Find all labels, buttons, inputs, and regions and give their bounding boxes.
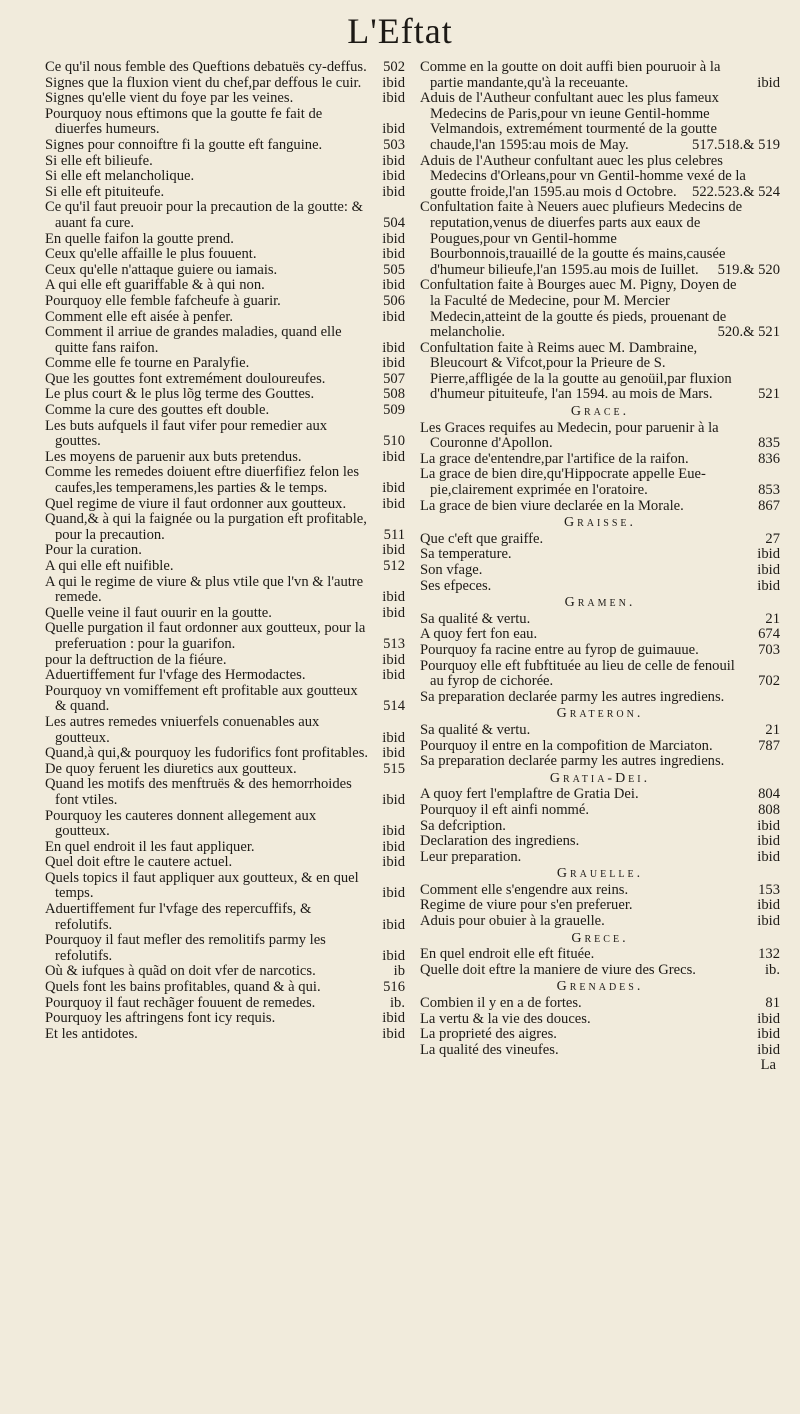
entry-text: La qualité des vineufes. bbox=[420, 1041, 559, 1058]
index-entry bbox=[420, 898, 780, 914]
entry-text: Pour la curation. bbox=[45, 542, 142, 559]
entry-text: Les buts aufquels il faut vifer pour remedier aux gouttes. bbox=[45, 417, 328, 450]
index-entry bbox=[45, 715, 405, 746]
entry-text: Comme les remedes doiuent eftre diuerfifiez felon les caufes,les temperamens,les parties & le temps. bbox=[45, 464, 360, 497]
index-entry bbox=[420, 723, 780, 739]
entry-page-ref: ibid bbox=[382, 495, 405, 512]
entry-text: La grace de'entendre,par l'artifice de la raifon. bbox=[420, 450, 689, 467]
entry-page-ref: 509 bbox=[383, 402, 405, 419]
index-entry bbox=[45, 138, 405, 154]
entry-page-ref: ibid bbox=[382, 230, 405, 247]
entry-page-ref: ibid bbox=[382, 916, 405, 933]
entry-text: La proprieté des aigres. bbox=[420, 1026, 557, 1043]
index-entry bbox=[45, 980, 405, 996]
index-entry bbox=[45, 902, 405, 933]
entry-text: Ce qu'il faut preuoir pour la precaution de la goutte: & auant fa cure. bbox=[45, 199, 363, 231]
entry-text: Pourquoy il faut mefler des remolitifs parmy les refolutifs. bbox=[45, 932, 326, 964]
section-heading: Gratia-Dei. bbox=[549, 770, 651, 786]
entry-page-ref: ibid bbox=[382, 480, 405, 497]
entry-page-ref: ibid bbox=[382, 823, 405, 840]
entry-page-ref: ibid bbox=[382, 1010, 405, 1027]
entry-page-ref: ibid bbox=[382, 339, 405, 356]
running-head: L'Eftat bbox=[347, 11, 453, 51]
entry-page-ref: 835 bbox=[758, 435, 780, 452]
entry-page-ref: 836 bbox=[758, 450, 780, 467]
entry-page-ref: ib bbox=[393, 963, 405, 980]
index-entry bbox=[420, 787, 780, 803]
index-entry bbox=[45, 169, 405, 185]
index-entry bbox=[420, 341, 780, 403]
entry-page-ref: 505 bbox=[383, 261, 405, 278]
section-heading: Grenades. bbox=[556, 979, 644, 995]
entry-text: Les Graces requifes au Medecin, pour paruenir à la Couronne d'Apollon. bbox=[420, 419, 719, 452]
index-entry bbox=[420, 914, 780, 930]
entry-text: Les autres remedes vniuerfels conuenables aux goutteux. bbox=[45, 713, 320, 746]
index-entry bbox=[45, 247, 405, 263]
entry-text: A qui le regime de viure & plus vtile que l'vn & l'autre remede. bbox=[45, 573, 364, 606]
entry-text: Aduis de l'Autheur confultant auec les plus celebres Medecins d'Orleans,pour vn Gentil-homme vexé de la goutte froide,l'an 1595.au mois d Octobre. bbox=[420, 152, 746, 200]
index-entry bbox=[45, 606, 405, 622]
entry-page-ref: 867 bbox=[758, 497, 780, 514]
entry-text: Pourquoy elle eft fubftituée au lieu de celle de fenouil au fyrop de cichorée. bbox=[420, 657, 735, 690]
entry-text: Leur preparation. bbox=[420, 848, 522, 865]
index-entry bbox=[45, 278, 405, 294]
entry-text: Quel regime de viure il faut ordonner aux goutteux. bbox=[45, 495, 347, 512]
entry-text: Les moyens de paruenir aux buts pretendus. bbox=[45, 448, 302, 465]
entry-page-ref: ibid bbox=[382, 604, 405, 621]
entry-text: Sa preparation declarée parmy les autres ingrediens. bbox=[420, 688, 725, 705]
index-entry bbox=[420, 1043, 780, 1059]
entry-page-ref: 702 bbox=[758, 673, 780, 690]
index-entry bbox=[45, 465, 405, 496]
entry-page-ref: ibid bbox=[382, 246, 405, 263]
entry-page-ref: ibid bbox=[382, 838, 405, 855]
entry-page-ref: 521 bbox=[758, 386, 780, 403]
entry-page-ref: ibid bbox=[382, 168, 405, 185]
entry-text: Son vfage. bbox=[420, 562, 483, 578]
entry-page-ref: 520.& 521 bbox=[717, 324, 780, 341]
entry-text: De quoy feruent les diuretics aux goutteux. bbox=[45, 760, 297, 777]
entry-text: Aduertiffement fur l'vfage des repercuffifs, & refolutifs. bbox=[45, 901, 312, 933]
entry-page-ref: 21 bbox=[765, 721, 780, 738]
entry-page-ref: 515 bbox=[383, 760, 405, 777]
index-entry bbox=[45, 76, 405, 92]
entry-page-ref: ib. bbox=[390, 994, 405, 1011]
entry-page-ref: 517.518.& 519 bbox=[692, 136, 780, 153]
index-entry bbox=[45, 512, 405, 543]
index-entry bbox=[420, 91, 780, 153]
section-heading: Grace. bbox=[570, 404, 630, 420]
entry-text: Quels topics il faut appliquer aux goutteux, & en quel temps. bbox=[45, 869, 359, 902]
index-entry bbox=[45, 325, 405, 356]
entry-text: Où & iufques à quãd on doit vfer de narcotics. bbox=[45, 963, 316, 980]
index-entry bbox=[45, 933, 405, 964]
entry-text: Sa temperature. bbox=[420, 546, 512, 563]
entry-text: En quel endroit il les faut appliquer. bbox=[45, 838, 255, 855]
entry-page-ref: ibid bbox=[382, 308, 405, 325]
index-entry bbox=[45, 575, 405, 606]
index-entry bbox=[45, 263, 405, 279]
index-entry bbox=[420, 60, 780, 91]
index-entry bbox=[45, 294, 405, 310]
entry-page-ref: 703 bbox=[758, 641, 780, 658]
entry-page-ref: ibid bbox=[382, 542, 405, 559]
section-heading: Graisse. bbox=[563, 515, 637, 531]
index-entry bbox=[45, 1011, 405, 1027]
entry-text: Quels font les bains profitables, quand & à qui. bbox=[45, 979, 321, 996]
index-entry bbox=[45, 653, 405, 669]
entry-page-ref: 674 bbox=[758, 626, 780, 643]
index-entry bbox=[45, 310, 405, 326]
entry-page-ref: ibid bbox=[382, 74, 405, 91]
entry-text: Quelle veine il faut ouurir en la goutte. bbox=[45, 604, 272, 621]
entry-page-ref: ibid bbox=[382, 121, 405, 138]
entry-page-ref: ibid bbox=[382, 854, 405, 871]
index-entry bbox=[420, 1027, 780, 1043]
entry-page-ref: ibid bbox=[757, 848, 780, 865]
entry-text: Regime de viure pour s'en preferuer. bbox=[420, 897, 633, 914]
entry-text: A qui elle eft guariffable & à qui non. bbox=[45, 277, 265, 294]
entry-page-ref: ibid bbox=[757, 546, 780, 563]
entry-text: Aduertiffement fur l'vfage des Hermodactes. bbox=[45, 667, 306, 684]
entry-text: Pourquoy il faut rechãger fouuent de remedes. bbox=[45, 994, 316, 1011]
index-entry bbox=[45, 91, 405, 107]
entry-text: Pourquoy fa racine entre au fyrop de guimauue. bbox=[420, 641, 699, 658]
entry-page-ref: ibid bbox=[382, 183, 405, 200]
entry-page-ref: 519.& 520 bbox=[717, 261, 780, 278]
entry-text: La vertu & la vie des douces. bbox=[420, 1010, 591, 1027]
entry-text: Pourquoy il eft ainfi nommé. bbox=[420, 801, 590, 818]
entry-text: Pourquoy vn vomiffement eft profitable aux goutteux & quand. bbox=[45, 682, 358, 715]
entry-page-ref: 506 bbox=[383, 292, 405, 309]
index-entry bbox=[420, 803, 780, 819]
index-entry bbox=[420, 278, 780, 340]
entry-text: pour la deftruction de la fiéure. bbox=[45, 651, 227, 668]
index-entry bbox=[420, 563, 780, 579]
section-heading: Gramen. bbox=[564, 595, 636, 611]
entry-text: Combien il y en a de fortes. bbox=[420, 995, 582, 1012]
entry-page-ref: ibid bbox=[382, 729, 405, 746]
entry-text: Sa preparation declarée parmy les autres ingrediens. bbox=[420, 753, 725, 770]
entry-text: Ses efpeces. bbox=[420, 577, 492, 594]
index-entry bbox=[45, 450, 405, 466]
index-entry bbox=[45, 107, 405, 138]
index-entry bbox=[420, 547, 780, 563]
entry-page-ref: 804 bbox=[758, 786, 780, 803]
entry-page-ref: ibid bbox=[382, 667, 405, 684]
entry-text: Declaration des ingrediens. bbox=[420, 833, 580, 850]
index-entry bbox=[420, 739, 780, 755]
index-entry bbox=[45, 1027, 405, 1043]
entry-page-ref: ibid bbox=[757, 74, 780, 91]
entry-text: Signes qu'elle vient du foye par les veines. bbox=[45, 90, 294, 107]
index-entry bbox=[420, 996, 780, 1012]
index-entry bbox=[45, 621, 405, 652]
entry-text: Si elle eft bilieufe. bbox=[45, 152, 153, 169]
entry-text: Confultation faite à Neuers auec plufieurs Medecins de reputation,venus de diuerfes parts aux eaux de Pougues,pour vn Gentil-homme Bourbonnois,trauaillé de la goutte és mains,causée d'humeur bilieufe,l'an 1595.au mois de Iuillet. bbox=[420, 199, 743, 278]
index-entry bbox=[420, 532, 780, 548]
entry-text: Pourquoy il entre en la compofition de Marciaton. bbox=[420, 737, 713, 754]
index-entry bbox=[45, 60, 405, 76]
index-entry bbox=[45, 684, 405, 715]
index-entry bbox=[45, 403, 405, 419]
entry-page-ref: 808 bbox=[758, 801, 780, 818]
entry-page-ref: ibid bbox=[757, 897, 780, 914]
entry-text: Comme en la goutte on doit auffi bien pouruoir à la partie mandante,qu'à la receuante. bbox=[420, 59, 721, 91]
entry-text: Comment elle s'engendre aux reins. bbox=[420, 881, 629, 898]
entry-text: Confultation faite à Bourges auec M. Pigny, Doyen de la Faculté de Medecine, pour M. Mercier Medecin,atteint de la goutte és pieds, prouenant de melancholie. bbox=[420, 277, 737, 341]
entry-page-ref: ibid bbox=[382, 90, 405, 107]
entry-page-ref: 507 bbox=[383, 370, 405, 387]
entry-page-ref: 504 bbox=[383, 214, 405, 231]
entry-page-ref: ibid bbox=[757, 562, 780, 578]
entry-page-ref: ib. bbox=[765, 961, 780, 978]
index-entry bbox=[45, 746, 405, 762]
index-entry bbox=[45, 964, 405, 980]
index-entry bbox=[45, 200, 405, 231]
index-entry bbox=[45, 809, 405, 840]
index-entry bbox=[45, 762, 405, 778]
entry-text: A quoy fert fon eau. bbox=[420, 626, 538, 643]
index-entry bbox=[420, 819, 780, 835]
entry-text: Pourquoy les aftringens font icy requis. bbox=[45, 1010, 276, 1027]
index-entry bbox=[45, 668, 405, 684]
entry-text: Comme la cure des gouttes eft double. bbox=[45, 402, 270, 419]
entry-page-ref: ibid bbox=[382, 651, 405, 668]
entry-text: Que les gouttes font extremément douloureufes. bbox=[45, 370, 326, 387]
entry-page-ref: ibid bbox=[382, 355, 405, 372]
entry-page-ref: 27 bbox=[765, 530, 780, 547]
index-entry bbox=[45, 855, 405, 871]
entry-page-ref: ibid bbox=[757, 913, 780, 930]
index-entry bbox=[420, 467, 780, 498]
entry-text: Sa defcription. bbox=[420, 817, 506, 834]
entry-page-ref: 508 bbox=[383, 386, 405, 403]
section-heading: Grateron. bbox=[556, 706, 644, 722]
entry-page-ref: ibid bbox=[757, 1026, 780, 1043]
index-entry bbox=[45, 996, 405, 1012]
entry-text: Quelle purgation il faut ordonner aux goutteux, pour la preferuation : pour la guarifon. bbox=[45, 620, 366, 652]
entry-text: La grace de bien dire,qu'Hippocrate appelle Eue-pie,clairement exprimée en l'oratoire. bbox=[420, 466, 706, 499]
entry-text: Pourquoy elle femble fafcheufe à guarir. bbox=[45, 292, 281, 309]
entry-text: Confultation faite à Reims auec M. Dambraine, Bleucourt & Vifcot,pour la Prieure de S. Pierre,affligée de la la goutte au genoüil,par fluxion d'humeur pituiteufe, l'an 1594. au mois de Mars. bbox=[420, 339, 732, 403]
index-entry bbox=[45, 185, 405, 201]
index-entry bbox=[45, 497, 405, 513]
entry-text: Si elle eft pituiteufe. bbox=[45, 183, 165, 200]
index-entry bbox=[45, 840, 405, 856]
entry-page-ref: 514 bbox=[383, 698, 405, 715]
index-entry bbox=[420, 154, 780, 201]
index-entry bbox=[45, 777, 405, 808]
entry-text: La grace de bien viure declarée en la Morale. bbox=[420, 497, 684, 514]
entry-page-ref: 512 bbox=[383, 558, 405, 574]
index-entry bbox=[420, 850, 780, 866]
index-entry bbox=[420, 200, 780, 278]
entry-text: Si elle eft melancholique. bbox=[45, 168, 195, 185]
entry-text: Aduis pour obuier à la grauelle. bbox=[420, 913, 605, 930]
index-entry bbox=[45, 387, 405, 403]
entry-text: Ce qu'il nous femble des Queftions debatuës cy-deffus. bbox=[45, 59, 367, 75]
index-entry bbox=[45, 419, 405, 450]
entry-text: Quand,à qui,& pourquoy les fudorifics font profitables. bbox=[45, 745, 369, 762]
entry-page-ref: ibid bbox=[382, 947, 405, 964]
index-entry bbox=[420, 690, 780, 706]
index-entry bbox=[420, 947, 780, 963]
index-entry bbox=[45, 543, 405, 559]
entry-page-ref: 502 bbox=[383, 59, 405, 75]
entry-page-ref: ibid bbox=[757, 1010, 780, 1027]
entry-page-ref: ibid bbox=[382, 791, 405, 808]
entry-text: En quelle faifon la goutte prend. bbox=[45, 230, 234, 247]
entry-page-ref: 153 bbox=[758, 881, 780, 898]
index-entry bbox=[420, 963, 780, 979]
entry-text: Pourquoy les cauteres donnent allegement aux goutteux. bbox=[45, 807, 317, 840]
entry-page-ref: ibid bbox=[382, 448, 405, 465]
entry-text: Quelle doit eftre la maniere de viure des Grecs. bbox=[420, 961, 696, 978]
index-entry bbox=[45, 559, 405, 575]
entry-text: Signes que la fluxion vient du chef,par deffous le cuir. bbox=[45, 74, 362, 91]
entry-text: Signes pour connoiftre fi la goutte eft fanguine. bbox=[45, 136, 323, 153]
index-entry bbox=[420, 643, 780, 659]
entry-page-ref: 513 bbox=[383, 635, 405, 652]
entry-text: Quand,& à qui la faignée ou la purgation eft profitable, pour la precaution. bbox=[45, 511, 367, 543]
index-entry bbox=[420, 659, 780, 690]
index-entry bbox=[420, 421, 780, 452]
entry-page-ref: 510 bbox=[383, 433, 405, 450]
index-entry bbox=[420, 579, 780, 595]
index-entry bbox=[420, 627, 780, 643]
entry-page-ref: ibid bbox=[382, 745, 405, 762]
index-entry bbox=[45, 372, 405, 388]
entry-text: Que c'eft que graiffe. bbox=[420, 530, 544, 547]
entry-text: Comment il arriue de grandes maladies, quand elle quitte fans raifon. bbox=[45, 324, 342, 356]
entry-text: Sa qualité & vertu. bbox=[420, 610, 531, 627]
entry-text: Ceux qu'elle n'attaque guiere ou iamais. bbox=[45, 261, 278, 278]
entry-page-ref: ibid bbox=[382, 277, 405, 294]
entry-page-ref: 511 bbox=[383, 526, 405, 543]
entry-page-ref: 81 bbox=[765, 995, 780, 1012]
entry-text: Et les antidotes. bbox=[45, 1025, 138, 1042]
entry-text: Pourquoy nous eftimons que la goutte fe fait de diuerfes humeurs. bbox=[45, 105, 323, 138]
entry-text: Le plus court & le plus lõg terme des Gouttes. bbox=[45, 386, 315, 403]
left-column bbox=[45, 60, 405, 1042]
entry-page-ref: ibid bbox=[757, 1041, 780, 1058]
entry-page-ref: ibid bbox=[757, 577, 780, 594]
entry-text: Sa qualité & vertu. bbox=[420, 721, 531, 738]
entry-text: En quel endroit elle eft fituée. bbox=[420, 946, 595, 963]
entry-text: Comment elle eft aisée à penfer. bbox=[45, 308, 234, 325]
entry-text: A qui elle eft nuifible. bbox=[45, 558, 174, 574]
entry-text: A quoy fert l'emplaftre de Gratia Dei. bbox=[420, 786, 639, 803]
entry-page-ref: ibid bbox=[382, 152, 405, 169]
entry-text: Quand les motifs des menftruës & des hemorrhoides font vtiles. bbox=[45, 776, 352, 808]
entry-page-ref: 522.523.& 524 bbox=[692, 183, 780, 200]
index-entry bbox=[45, 871, 405, 902]
section-heading: Grauelle. bbox=[556, 866, 644, 882]
entry-page-ref: ibid bbox=[382, 1025, 405, 1042]
index-entry bbox=[420, 612, 780, 628]
entry-page-ref: ibid bbox=[757, 833, 780, 850]
entry-page-ref: 516 bbox=[383, 979, 405, 996]
catchword: La bbox=[760, 1057, 776, 1074]
index-entry bbox=[420, 754, 780, 770]
index-entry bbox=[420, 452, 780, 468]
right-column bbox=[420, 60, 780, 1074]
entry-page-ref: 787 bbox=[758, 737, 780, 754]
index-entry bbox=[45, 232, 405, 248]
index-entry bbox=[420, 883, 780, 899]
index-entry bbox=[45, 356, 405, 372]
entry-page-ref: ibid bbox=[382, 885, 405, 902]
entry-page-ref: ibid bbox=[382, 589, 405, 606]
entry-page-ref: 853 bbox=[758, 482, 780, 499]
section-heading: Grece. bbox=[571, 930, 629, 946]
index-entry bbox=[45, 154, 405, 170]
entry-text: Comme elle fe tourne en Paralyfie. bbox=[45, 355, 250, 372]
entry-text: Quel doit eftre le cautere actuel. bbox=[45, 854, 233, 871]
entry-page-ref: 21 bbox=[765, 610, 780, 627]
entry-text: Ceux qu'elle affaille le plus fouuent. bbox=[45, 246, 257, 263]
entry-page-ref: ibid bbox=[757, 817, 780, 834]
index-entry bbox=[420, 499, 780, 515]
entry-page-ref: 503 bbox=[383, 136, 405, 153]
entry-page-ref: 132 bbox=[758, 946, 780, 963]
entry-text: Aduis de l'Autheur confultant auec les plus fameux Medecins de Paris,pour vn ieune Gentil-homme Velmandois, extremément tourmenté de la goutte chaude,l'an 1595:au mois de May. bbox=[420, 90, 719, 153]
index-entry bbox=[420, 834, 780, 850]
index-entry bbox=[420, 1012, 780, 1028]
